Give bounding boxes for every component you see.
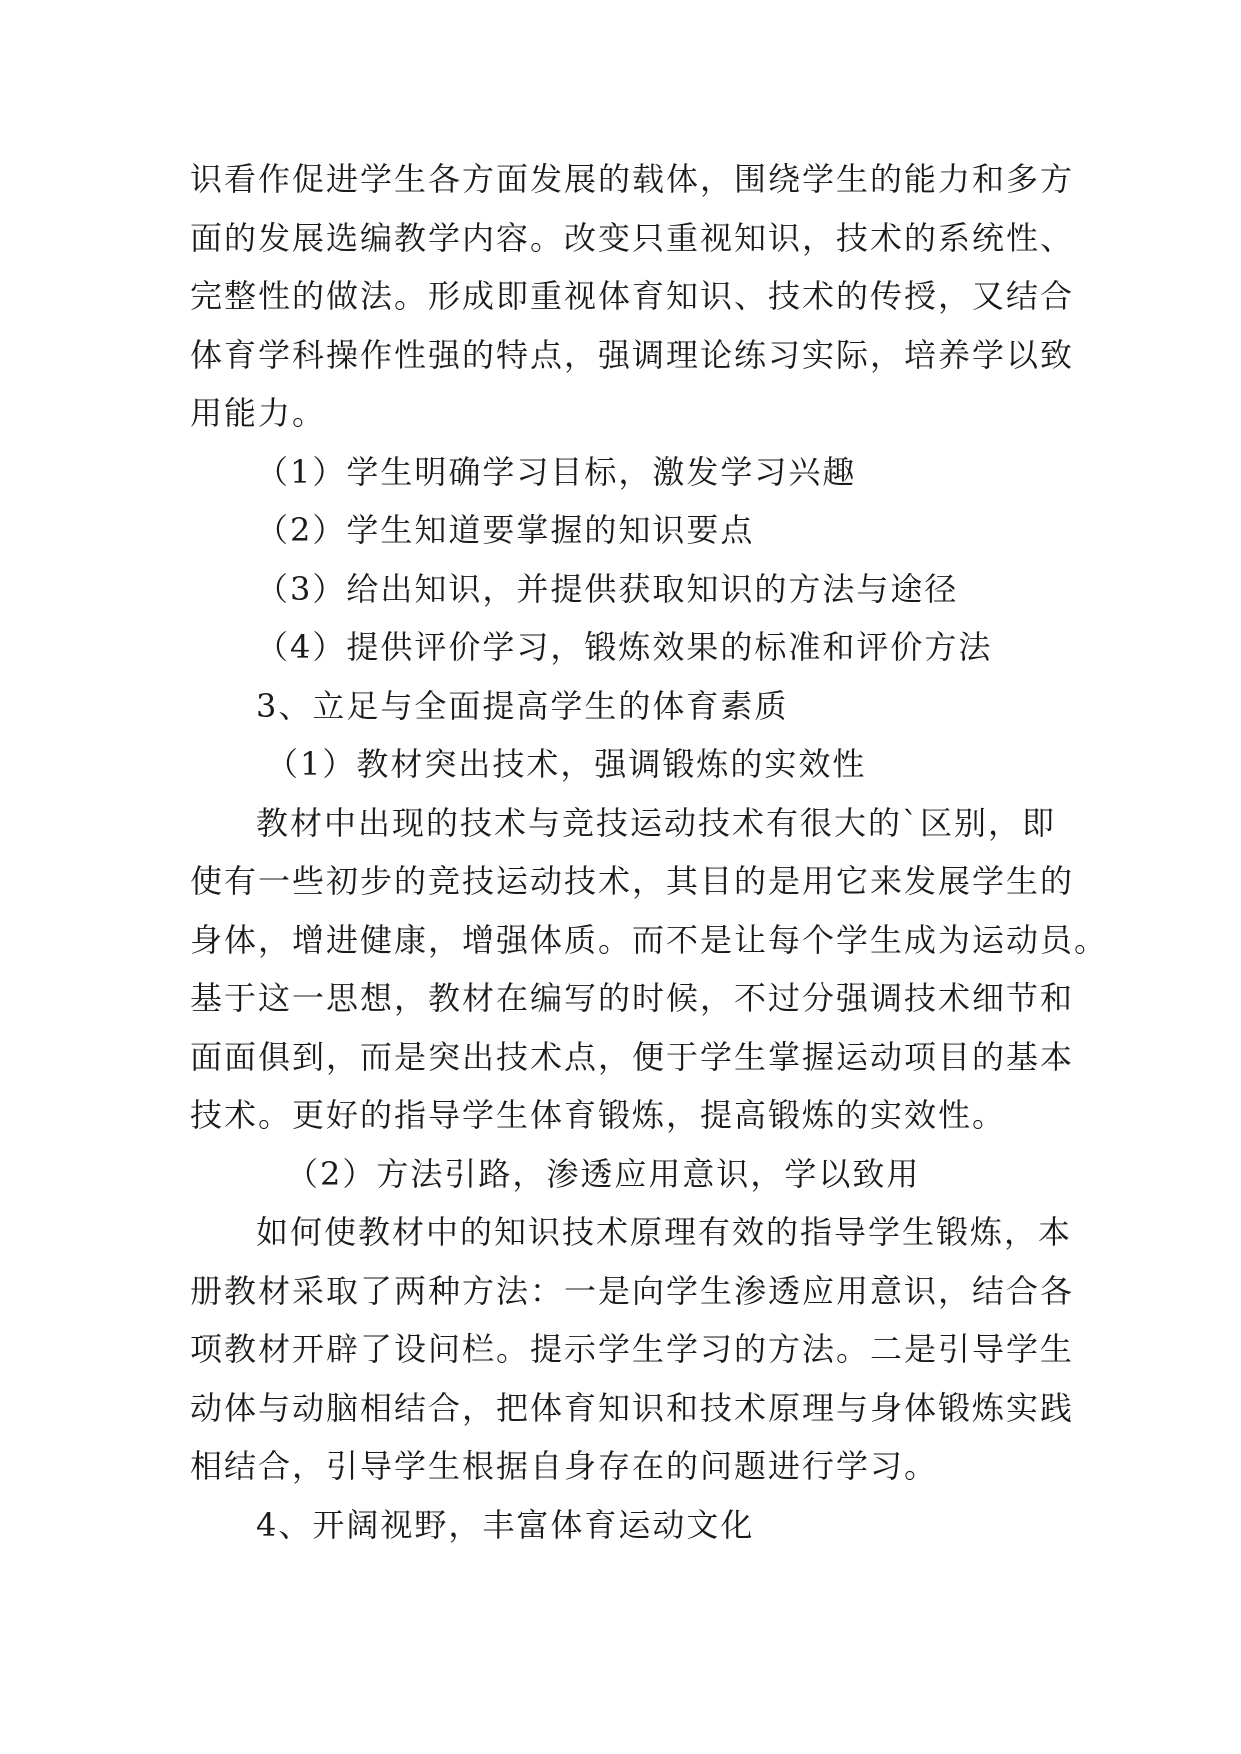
subsection-heading: （2）方法引路，渗透应用意识，学以致用 xyxy=(286,1154,921,1193)
list-item: （3）给出知识，并提供获取知识的方法与途径 xyxy=(256,569,959,608)
body-line: 动体与动脑相结合，把体育知识和技术原理与身体锻炼实践 xyxy=(190,1388,1075,1427)
body-line: 册教材采取了两种方法：一是向学生渗透应用意识，结合各 xyxy=(190,1271,1075,1310)
body-line: 面面俱到，而是突出技术点，便于学生掌握运动项目的基本 xyxy=(190,1037,1075,1076)
subsection-heading: （1）教材突出技术，强调锻炼的实效性 xyxy=(266,745,867,783)
paragraph-first-line: 教材中出现的技术与竞技运动技术有很大的`区别，即 xyxy=(256,803,1057,842)
body-line: 相结合，引导学生根据自身存在的问题进行学习。 xyxy=(190,1447,939,1485)
body-line: 识看作促进学生各方面发展的载体，围绕学生的能力和多方 xyxy=(190,160,1075,198)
list-item: （2）学生知道要掌握的知识要点 xyxy=(256,511,755,549)
body-line: 用能力。 xyxy=(190,394,327,432)
section-heading: 3、立足与全面提高学生的体育素质 xyxy=(256,686,789,725)
paragraph-first-line: 如何使教材中的知识技术原理有效的指导学生锻炼，本 xyxy=(256,1213,1073,1251)
document-body xyxy=(190,150,1109,1554)
body-line: 完整性的做法。形成即重视体育知识、技术的传授，又结合 xyxy=(190,277,1075,315)
body-line: 项教材开辟了设问栏。提示学生学习的方法。二是引导学生 xyxy=(190,1330,1075,1368)
body-line: 技术。更好的指导学生体育锻炼，提高锻炼的实效性。 xyxy=(190,1096,1007,1134)
list-item: （4）提供评价学习，锻炼效果的标准和评价方法 xyxy=(256,628,993,666)
body-line: 身体，增进健康，增强体质。而不是让每个学生成为运动员。 xyxy=(190,920,1109,959)
body-line: 面的发展选编教学内容。改变只重视知识，技术的系统性、 xyxy=(190,218,1075,257)
section-heading: 4、开阔视野，丰富体育运动文化 xyxy=(256,1505,755,1544)
body-line: 使有一些初步的竞技运动技术，其目的是用它来发展学生的 xyxy=(190,862,1075,900)
body-line: 体育学科操作性强的特点，强调理论练习实际，培养学以致 xyxy=(190,335,1075,374)
list-item: （1）学生明确学习目标，激发学习兴趣 xyxy=(256,452,857,491)
body-line: 基于这一思想，教材在编写的时候，不过分强调技术细节和 xyxy=(190,979,1075,1017)
